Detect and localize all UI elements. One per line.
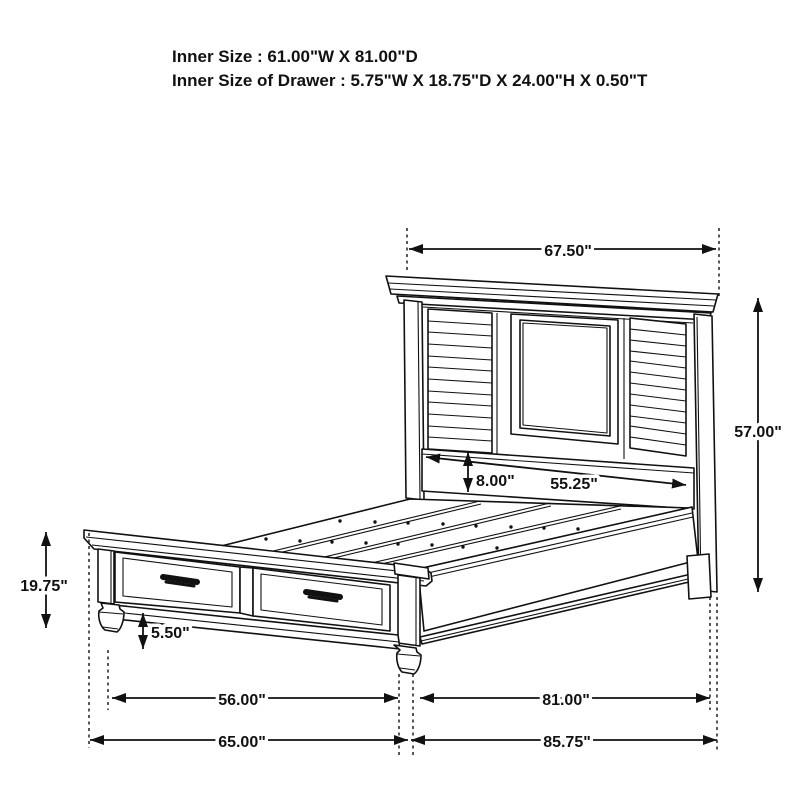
headboard xyxy=(386,276,718,509)
dim-overall-width xyxy=(90,734,408,751)
dim-rail-height-label: 8.00" xyxy=(476,473,515,490)
dim-footboard-width-label: 56.00" xyxy=(218,692,266,709)
headboard-left-post xyxy=(404,300,424,500)
headboard-right-louver-panel xyxy=(630,318,686,456)
headboard-left-louver-panel xyxy=(428,309,492,453)
dim-overall-length xyxy=(411,734,717,751)
dim-headboard-width xyxy=(409,243,716,260)
headboard-right-leg xyxy=(687,314,717,599)
bun-foot-left xyxy=(99,603,124,632)
dim-footboard-height-label: 19.75" xyxy=(20,578,68,595)
dim-headboard-width-label: 67.50" xyxy=(544,243,592,260)
dim-side-rail-length xyxy=(420,692,710,709)
inner-size-text: Inner Size : 61.00"W X 81.00"D xyxy=(172,47,418,66)
headboard-center-panel xyxy=(511,314,618,444)
dim-inner-width-label: 55.25" xyxy=(550,476,598,493)
dim-overall-length-label: 85.75" xyxy=(543,734,591,751)
inner-size-drawer-text: Inner Size of Drawer : 5.75"W X 18.75"D X 24.00"H X 0.50"T xyxy=(172,71,648,90)
dim-side-rail-length-label: 81.00" xyxy=(542,692,590,709)
footboard-left-post xyxy=(98,549,114,604)
bun-foot-right xyxy=(394,645,421,674)
dim-foot-clearance-label: 5.50" xyxy=(151,625,190,642)
spec-header xyxy=(172,47,648,90)
side-rail-bracket xyxy=(687,554,711,599)
dim-footboard-width xyxy=(112,692,398,709)
dim-overall-width-label: 65.00" xyxy=(218,734,266,751)
dim-headboard-height xyxy=(734,298,782,592)
dim-headboard-height-label: 57.00" xyxy=(734,424,782,441)
dim-footboard-height xyxy=(20,532,68,628)
footboard-center-stile xyxy=(240,567,253,616)
